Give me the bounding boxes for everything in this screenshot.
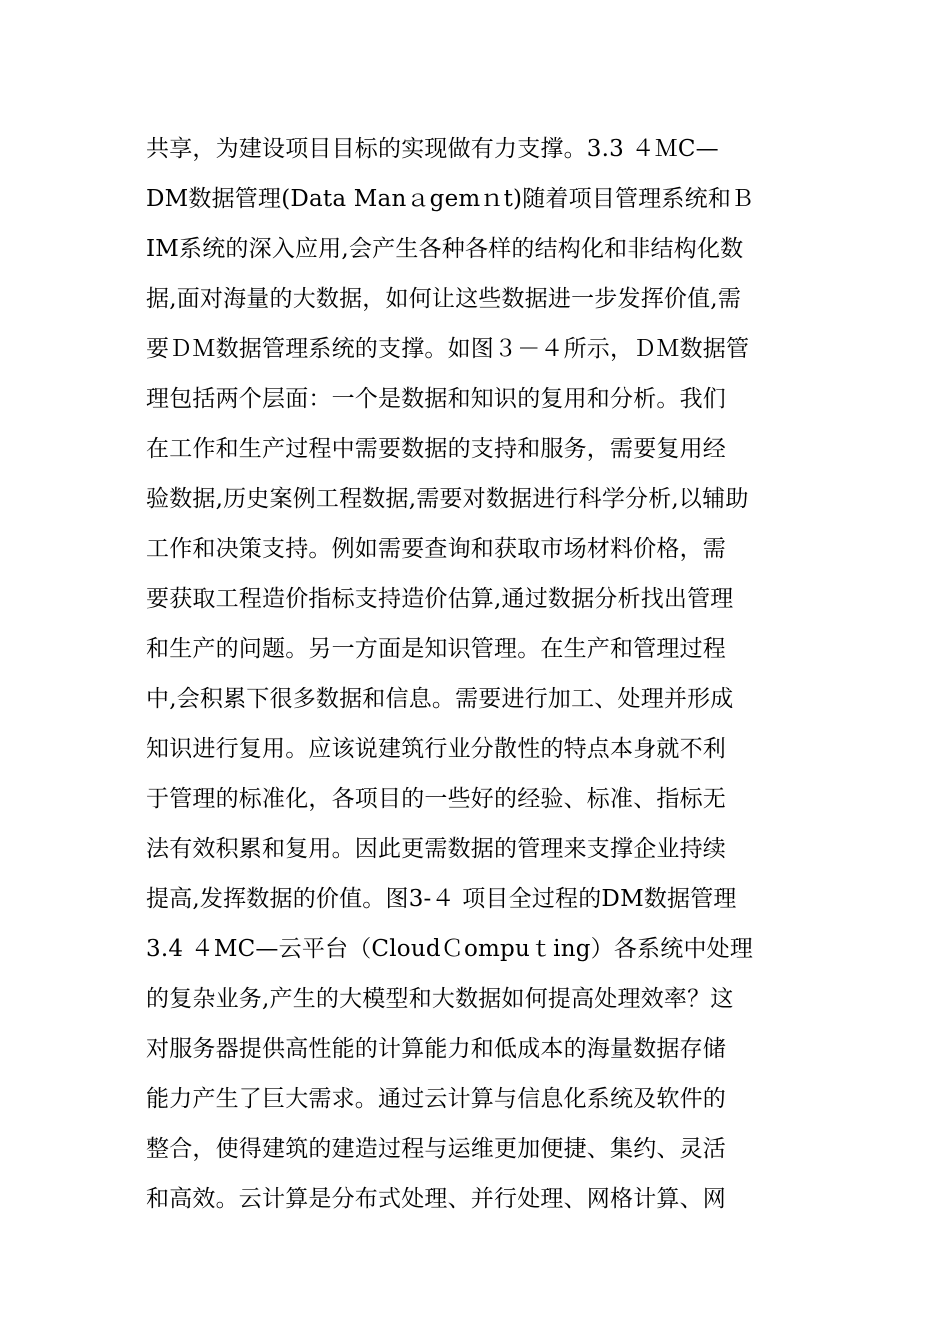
text-line: 法有效积累和复用。因此更需数据的管理来支撑企业持续 (146, 836, 726, 862)
text-line: 据,面对海量的大数据，如何让这些数据进一步发挥价值,需 (146, 286, 742, 312)
text-line: 要获取工程造价指标支持造价估算,通过数据分析找出管理 (146, 586, 734, 612)
text-line: 3.4 ４MC—云平台（CloudＣompuｔing）各系统中处理 (146, 936, 754, 962)
text-line: 和生产的问题。另一方面是知识管理。在生产和管理过程 (146, 636, 726, 662)
text-line: 共享，为建设项目目标的实现做有力支撑。3.3 ４ＭC— (146, 136, 719, 162)
text-line: 的复杂业务,产生的大模型和大数据如何提高处理效率？这 (146, 986, 734, 1012)
text-line: 于管理的标准化，各项目的一些好的经验、标准、指标无 (146, 786, 726, 812)
text-line: IM系统的深入应用,会产生各种各样的结构化和非结构化数 (146, 236, 744, 262)
text-line: 理包括两个层面：一个是数据和知识的复用和分析。我们 (146, 386, 726, 412)
text-line: 整合，使得建筑的建造过程与运维更加便捷、集约、灵活 (146, 1136, 726, 1162)
text-line: 工作和决策支持。例如需要查询和获取市场材料价格，需 (146, 536, 726, 562)
text-line: 验数据,历史案例工程数据,需要对数据进行科学分析,以辅助 (146, 486, 749, 512)
text-line: 知识进行复用。应该说建筑行业分散性的特点本身就不利 (146, 736, 726, 762)
text-line: 提高,发挥数据的价值。图3-４ 项目全过程的DM数据管理 (146, 886, 737, 912)
text-line: 对服务器提供高性能的计算能力和低成本的海量数据存储 (146, 1036, 726, 1062)
text-line: 和高效。云计算是分布式处理、并行处理、网格计算、网 (146, 1186, 726, 1212)
text-line: 在工作和生产过程中需要数据的支持和服务，需要复用经 (146, 436, 726, 462)
text-line: 要ＤＭ数据管理系统的支撑。如图３－４所示，ＤＭ数据管 (146, 336, 750, 362)
text-line: 能力产生了巨大需求。通过云计算与信息化系统及软件的 (146, 1086, 726, 1112)
body-text (146, 124, 826, 1224)
text-line: DM数据管理(Data Manａgemｎt)随着项目管理系统和Ｂ (146, 186, 755, 212)
text-line: 中,会积累下很多数据和信息。需要进行加工、处理并形成 (146, 686, 734, 712)
